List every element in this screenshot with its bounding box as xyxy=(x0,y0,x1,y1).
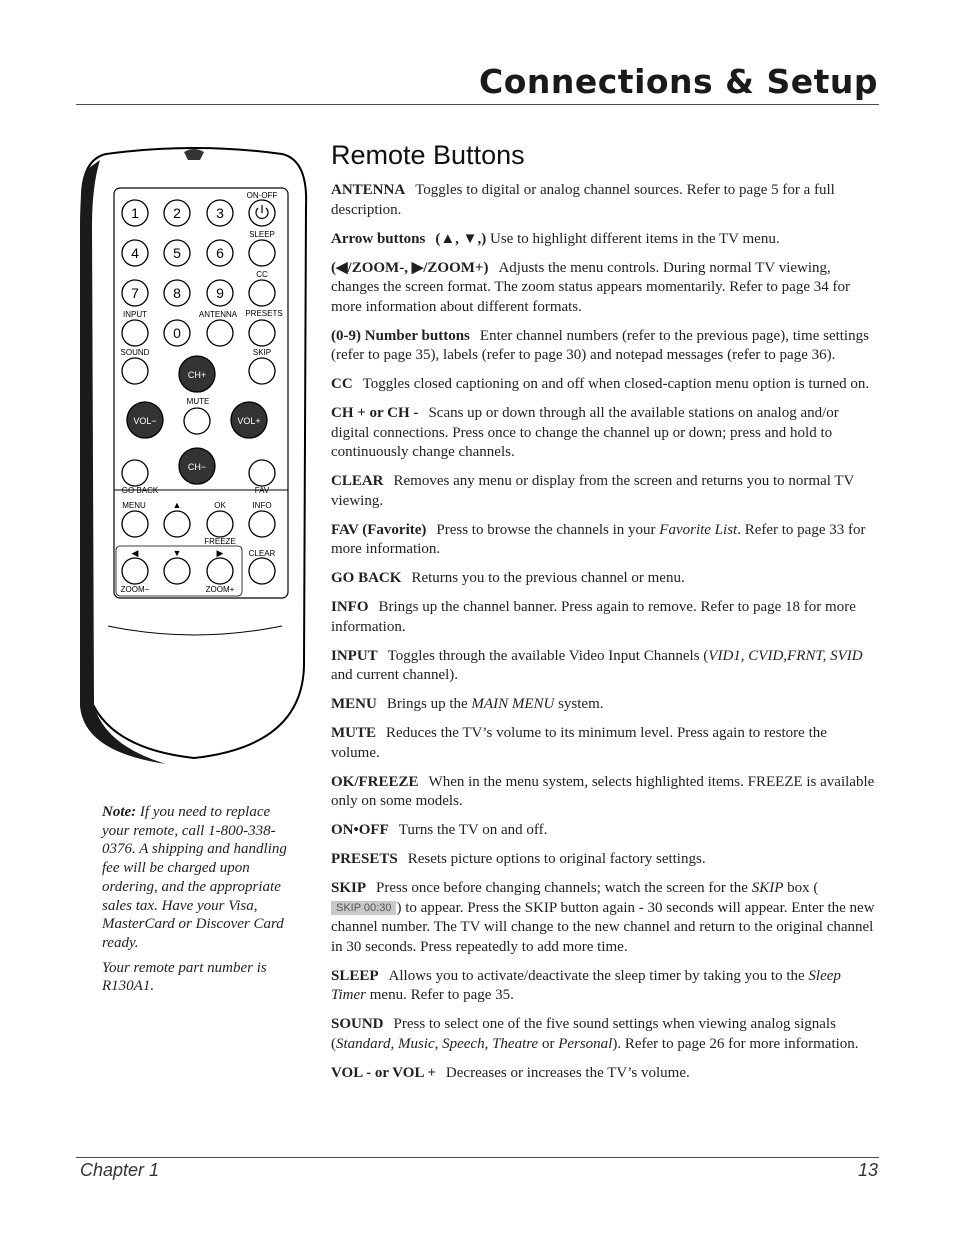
entry-term: CH + or CH - xyxy=(331,405,419,421)
ch-up-label: CH+ xyxy=(187,370,207,380)
entry-text: menu. Refer to page 35. xyxy=(366,987,514,1003)
entry-text: Turns the TV on and off. xyxy=(398,822,548,838)
info-label: INFO xyxy=(252,501,272,510)
entry-on-off xyxy=(331,821,879,841)
arrow-right-zoom-plus-button[interactable] xyxy=(207,558,233,584)
entry-0-9-number-buttons xyxy=(331,327,879,366)
entry-text: ). Refer to page 26 for more information. xyxy=(612,1035,859,1052)
digit-1-label: 1 xyxy=(131,205,139,221)
entry-text: Toggles to digital or analog channel sources. Refer to page 5 for a full description. xyxy=(331,182,835,218)
entry-text: or xyxy=(538,1035,559,1052)
entry-text: ) to appear. Press the SKIP button again - 30 seconds will appear. Enter the new channel number. The TV will change to the new channel and return to the original channel in 30 seconds. Press repeatedly to add more time. xyxy=(331,899,875,955)
entry-term: (0-9) Number buttons xyxy=(331,327,470,344)
input-label: INPUT xyxy=(123,310,147,319)
entry-mute xyxy=(331,724,879,763)
entry-text: SKIP xyxy=(751,880,784,896)
zoom-plus-label: ZOOM+ xyxy=(205,585,235,594)
entry-text: Adjusts the menu controls. During normal TV viewing, changes the screen format. The zoom status appears momentarily. Refer to page 34 for more information about different formats. xyxy=(331,259,850,315)
sound-label: SOUND xyxy=(120,348,150,357)
digit-2-label: 2 xyxy=(173,205,181,221)
entry-term: GO BACK xyxy=(331,570,402,586)
entry-term: VOL - or VOL + xyxy=(331,1064,436,1081)
entry-text: . Refer to page 33 for more information. xyxy=(331,521,866,557)
arrow-down-button[interactable] xyxy=(164,558,190,584)
entry-term: FAV (Favorite) xyxy=(331,521,427,538)
entry-clear xyxy=(331,472,879,511)
entry-term: SOUND xyxy=(331,1016,384,1032)
arrow-left-icon: ◀ xyxy=(131,548,139,558)
entry-term: Arrow buttons xyxy=(331,230,426,247)
entry-text: Toggles closed captioning on and off when closed-caption menu option is turned on. xyxy=(362,376,870,392)
entry-text: and current channel). xyxy=(331,667,459,683)
arrow-left-zoom-minus-button[interactable] xyxy=(122,558,148,584)
menu-label: MENU xyxy=(122,501,146,510)
vol-up-label: VOL+ xyxy=(237,416,261,426)
digit-4-label: 4 xyxy=(131,245,139,261)
entry-text: Press to browse the channels in your xyxy=(436,521,660,538)
entry-term: SKIP xyxy=(331,880,367,896)
menu-button[interactable] xyxy=(122,511,148,537)
digit-6-label: 6 xyxy=(216,245,224,261)
clear-button[interactable] xyxy=(249,558,275,584)
section-title: Remote Buttons xyxy=(331,140,525,170)
entry-text: Use to highlight different items in the TV menu. xyxy=(490,230,780,247)
zoom-minus-label: ZOOM− xyxy=(120,585,150,594)
antenna-label: ANTENNA xyxy=(198,310,238,319)
go-back-button[interactable] xyxy=(122,460,148,486)
vol-down-label: VOL− xyxy=(133,416,157,426)
entry-text: Reduces the TV’s volume to its minimum level. Press again to restore the volume. xyxy=(331,725,827,761)
entry-go-back xyxy=(331,569,879,589)
part-number: Your remote part number is R130A1. xyxy=(102,959,267,995)
entry-text: VID1, CVID,FRNT, SVID xyxy=(708,647,863,664)
clear-label: CLEAR xyxy=(248,549,276,558)
sleep-button[interactable] xyxy=(249,240,275,266)
entry-ch-or-ch xyxy=(331,404,879,463)
arrow-up-icon: ▲ xyxy=(172,500,182,510)
ok-label: OK xyxy=(214,501,226,510)
entry-term: OK/FREEZE xyxy=(331,773,419,790)
entry-text: Standard, Music, Speech, Theatre xyxy=(336,1035,539,1052)
input-button[interactable] xyxy=(122,320,148,346)
arrow-up-button[interactable] xyxy=(164,511,190,537)
note-label: Note: xyxy=(102,804,137,820)
entry-text: Returns you to the previous channel or menu. xyxy=(411,570,685,586)
entry-fav-favorite xyxy=(331,521,879,560)
digit-0-label: 0 xyxy=(173,325,181,341)
go-back-label: GO BACK xyxy=(121,486,159,495)
entry-text: Sleep Timer xyxy=(331,967,841,1003)
entry-arrow-buttons xyxy=(331,230,879,250)
entry-term: CC xyxy=(331,376,353,392)
remote-illustration xyxy=(76,146,312,766)
skip-box-sample: SKIP 00:30 xyxy=(331,901,396,915)
entry-text: Brings up the channel banner. Press again to remove. Refer to page 18 for more information. xyxy=(331,599,856,635)
page-header-title: Connections & Setup xyxy=(478,62,878,101)
entry-text: Decreases or increases the TV’s volume. xyxy=(445,1064,690,1081)
entry-menu xyxy=(331,695,879,715)
entry-term: PRESETS xyxy=(331,851,398,867)
entry-sleep xyxy=(331,967,879,1006)
entry-antenna xyxy=(331,181,879,220)
fav-button[interactable] xyxy=(249,460,275,486)
entry-sound xyxy=(331,1015,879,1054)
entry-text: Toggles through the available Video Input Channels ( xyxy=(387,647,709,664)
button-descriptions xyxy=(331,181,879,1093)
entry-text: Personal xyxy=(558,1035,613,1052)
fav-label: FAV xyxy=(254,486,270,495)
cc-button[interactable] xyxy=(249,280,275,306)
entry-term: CLEAR xyxy=(331,473,384,489)
entry-text: Press to select one of the five sound settings when viewing analog signals ( xyxy=(331,1016,836,1052)
digit-9-label: 9 xyxy=(216,285,224,301)
entry-term: (◀/ZOOM-, ▶/ZOOM+) xyxy=(331,259,489,276)
page-number: 13 xyxy=(857,1160,878,1180)
entry-term: INFO xyxy=(331,599,369,615)
sleep-label: SLEEP xyxy=(249,230,275,239)
entry-text: Resets picture options to original factory settings. xyxy=(407,851,706,867)
digit-7-label: 7 xyxy=(131,285,139,301)
presets-label: PRESETS xyxy=(245,309,283,318)
entry-info xyxy=(331,598,879,637)
ok-button[interactable] xyxy=(207,511,233,537)
entry-text: Scans up or down through all the available stations on analog and/or digital connections. Press once to change the channel up or down; press and hold to continuously change channels. xyxy=(331,405,839,460)
info-button[interactable] xyxy=(249,511,275,537)
arrow-right-icon: ▶ xyxy=(216,548,224,558)
arrow-down-icon: ▼ xyxy=(172,548,182,558)
entry-term: ANTENNA xyxy=(331,182,406,198)
footer-chapter: Chapter 1 xyxy=(80,1160,160,1180)
entry-ok-freeze xyxy=(331,773,879,812)
entry-term: ON•OFF xyxy=(331,822,389,838)
entry-text: Allows you to activate/deactivate the sleep timer by taking you to the xyxy=(388,967,809,984)
mute-button[interactable] xyxy=(184,408,210,434)
footer-rule xyxy=(76,1157,879,1158)
entry-term-suffix: (▲, ▼,) xyxy=(435,230,491,247)
entry-input xyxy=(331,647,879,686)
ch-down-label: CH− xyxy=(187,462,207,472)
skip-label: SKIP xyxy=(252,348,272,357)
entry-term: INPUT xyxy=(331,647,378,664)
entry-zoom-zoom xyxy=(331,259,879,318)
entry-text: box ( xyxy=(783,880,819,896)
entry-presets xyxy=(331,850,879,870)
sound-button[interactable] xyxy=(122,358,148,384)
skip-button[interactable] xyxy=(249,358,275,384)
entry-vol-or-vol xyxy=(331,1064,879,1084)
entry-text: system. xyxy=(554,696,604,712)
header-rule xyxy=(76,104,879,105)
entry-cc xyxy=(331,375,879,395)
on-off-label: ON·OFF xyxy=(246,191,278,200)
entry-term: SLEEP xyxy=(331,967,379,984)
entry-text: Enter channel numbers (refer to the previous page), time settings (refer to page 35), labels (refer to page 30) and notepad messages (refer to page 36). xyxy=(331,327,869,363)
digit-3-label: 3 xyxy=(216,205,224,221)
digit-8-label: 8 xyxy=(173,285,181,301)
entry-text: MAIN MENU xyxy=(471,696,555,712)
entry-text: When in the menu system, selects highlighted items. FREEZE is available only on some models. xyxy=(331,773,875,809)
entry-term: MENU xyxy=(331,696,377,712)
entry-text: Favorite List xyxy=(659,521,738,538)
entry-text: Press once before changing channels; watch the screen for the xyxy=(376,880,752,896)
presets-button[interactable] xyxy=(249,320,275,346)
entry-text: Removes any menu or display from the screen and returns you to normal TV viewing. xyxy=(331,473,855,509)
antenna-button[interactable] xyxy=(207,320,233,346)
note-text: Note: If you need to replace your remote, call 1-800-338-0376. A shipping and handling fee will be charged upon ordering, and the appropriate sales tax. Have your Visa, MasterCard or Discover Card ready. xyxy=(102,804,287,951)
entry-term: MUTE xyxy=(331,725,376,741)
replacement-note xyxy=(102,803,292,1002)
entry-text: Brings up the xyxy=(386,696,472,712)
cc-label: CC xyxy=(256,270,268,279)
entry-skip xyxy=(331,879,879,957)
freeze-label: FREEZE xyxy=(204,537,236,546)
digit-5-label: 5 xyxy=(173,245,181,261)
mute-label: MUTE xyxy=(186,397,210,406)
